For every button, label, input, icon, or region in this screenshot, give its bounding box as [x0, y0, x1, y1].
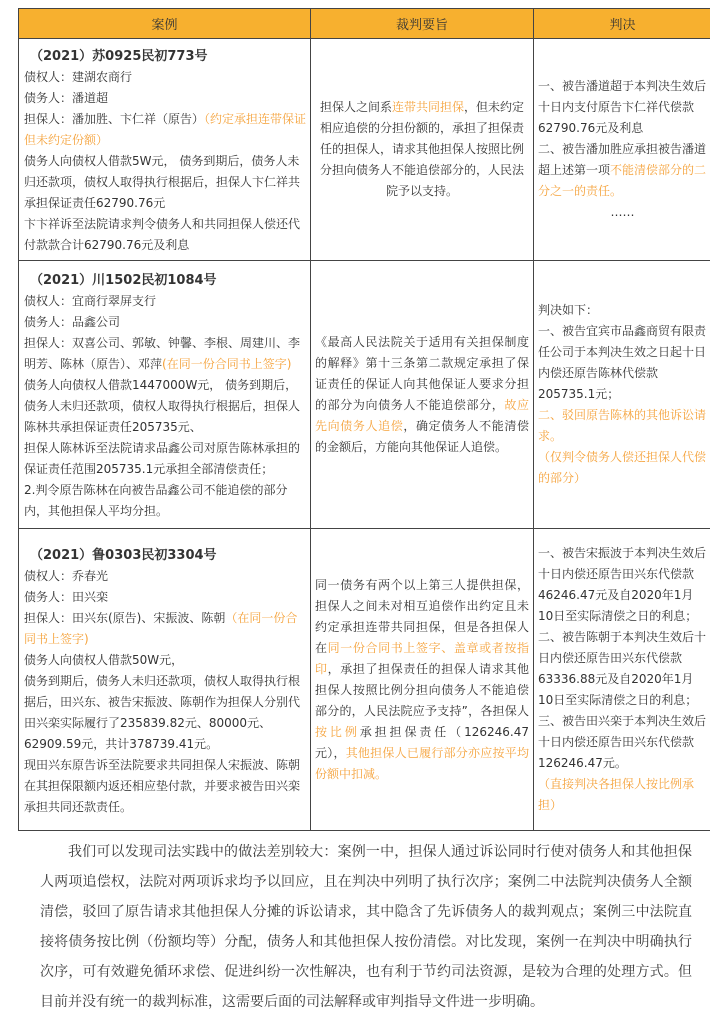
case-cell: [19, 261, 311, 529]
judgment-item: 二、被告潘加胜应承担被告潘道超上述第一项: [538, 142, 706, 177]
guarantors: [24, 109, 307, 151]
judgment-note: （仅判令债务人偿还担保人代偿的部分）: [538, 447, 707, 489]
creditor: 债权人：乔春光: [24, 566, 307, 587]
creditor: 债权人：建湖农商行: [24, 67, 307, 88]
debtor: 债务人：潘道超: [24, 88, 307, 109]
table-row: [19, 261, 710, 529]
judgment-cell: [534, 39, 710, 261]
debtor: 债务人：田兴栾: [24, 587, 307, 608]
header-judgment: 判决: [534, 9, 710, 39]
case-fact: 卞卞祥诉至法院请求判令债务人和共同担保人偿还代付款款合计62790.76元及利息: [24, 214, 307, 256]
ellipsis: ……: [538, 202, 707, 223]
case-fact: 债务人向债权人借款5W元， 债务到期后，债务人未归还款项，债权人取得执行根据后，担保人卞仁祥共承担保证责任62790.76元: [24, 151, 307, 214]
holding-text: ，但未约定相应追偿的分担份额的，承担了担保责任的担保人，请求其他担保人按照比例分担向债务人不能追偿部分的，人民法院予以支持。: [320, 100, 524, 198]
judgment-item: 判决如下：: [538, 300, 707, 321]
judgment-item: 一、被告宜宾市品鑫商贸有限责任公司于本判决生效之日起十日内偿还原告陈林代偿款205735.1元；: [538, 321, 707, 405]
case-fact: 现田兴东原告诉至法院要求共同担保人宋振波、陈朝在其担保限额内返还相应垫付款，并要求被告田兴栾承担共同还款责任。: [24, 755, 307, 818]
holding-cell: [311, 261, 534, 529]
conclusion-section: [0, 837, 710, 1017]
guarantor-note: (在同一份合同书上签字): [162, 357, 291, 371]
guarantor-list: 担保人：田兴东(原告)、宋振波、陈朝: [24, 611, 225, 625]
case-cell: [19, 39, 311, 261]
header-case: 案例: [19, 9, 311, 39]
guarantor-list: 担保人：潘加胜、卞仁祥（原告）: [24, 112, 204, 126]
guarantor-note: （在同一份合同书上签字): [24, 611, 297, 646]
case-fact: 债务人向债权人借款50W元，: [24, 650, 307, 671]
judgment-highlight: 二、驳回原告陈林的其他诉讼请求。: [538, 405, 707, 447]
holding-text: 承担担保责任（126246.47元），: [315, 725, 529, 760]
judgment-note: （直接判决各担保人按比例承担）: [538, 774, 707, 816]
judgment-cell: [534, 261, 710, 529]
conclusion-paragraph: 我们可以发现司法实践中的做法差别较大：案例一中，担保人通过诉讼同时行使对债务人和其他担保人两项追偿权，法院对两项诉求均予以回应，且在判决中列明了执行次序；案例二中法院判决债务人全额清偿，驳回了原告请求其他担保人分摊的诉讼请求，其中隐含了先诉债务人的裁判观点；案例三中法院直接将债务按比例（份额均等）分配，债务人和其他担保人按份清偿。对比发现，案例一在判决中明确执行次序，可有效避免循环求偿、促进纠纷一次性解决，也有利于节约司法资源，是较为合理的处理方式。但目前并没有统一的裁判标准，这需要后面的司法解释或审判指导文件进一步明确。: [40, 837, 692, 1017]
table-header-row: [19, 9, 710, 39]
guarantors: [24, 333, 307, 375]
judgment-cell: [534, 529, 710, 831]
holding-highlight: 按比例: [315, 725, 360, 739]
holding-text: 《最高人民法院关于适用有关担保制度的解释》第十三条第二款规定承担了保证责任的保证人向其他保证人要求分担的部分为向债务人不能追偿部分，: [315, 335, 529, 412]
table-row: [19, 529, 710, 831]
creditor: 债权人：宜商行翠屏支行: [24, 291, 307, 312]
guarantor-list: 担保人：双喜公司、郭敏、钟馨、李根、周建川、李明芳、陈林（原告）、邓萍: [24, 336, 300, 371]
guarantor-note: （约定承担连带保证但未约定份额）: [24, 112, 306, 147]
holding-cell: [311, 529, 534, 831]
holding-text: 担保人之间系: [320, 100, 392, 114]
holding-highlight: 同一份合同书上签字、盖章或者按指印: [315, 641, 529, 676]
holding-text: ，确定债务人不能清偿的金额后，方能向其他保证人追偿。: [315, 419, 529, 454]
case-fact: 债务到期后，债务人未归还款项，债权人取得执行根据后，田兴东、被告宋振波、陈朝作为担保人分别代田兴栾实际履行了235839.82元、80000元、62909.59元，共计378739.41元。: [24, 671, 307, 755]
case-cell: [19, 529, 311, 831]
holding-cell: [311, 39, 534, 261]
holding-text: 同一债务有两个以上第三人提供担保，担保人之间未对相互追偿作出约定且未约定承担连带共同担保，但是各担保人在: [315, 578, 529, 655]
judgment-item: 二、被告陈朝于本判决生效后十日内偿还原告田兴东代偿款63336.88元及自2020年1月10日至实际清偿之日的利息；: [538, 627, 707, 711]
holding-highlight: 连带共同担保: [392, 100, 464, 114]
judgment-item: 一、被告潘道超于本判决生效后十日内支付原告卞仁祥代偿款62790.76元及利息: [538, 76, 707, 139]
holding-highlight: 其他担保人已履行部分亦应按平均份额中扣减。: [315, 746, 529, 781]
table-row: [19, 39, 710, 261]
debtor: 债务人：品鑫公司: [24, 312, 307, 333]
case-fact: 债务人向债权人借款1447000W元， 债务到期后，债务人未归还款项，债权人取得执行根据后，担保人陈林共承担保证责任205735元、: [24, 375, 307, 438]
case-number: （2021）苏0925民初773号: [24, 46, 307, 67]
judgment-item: 三、被告田兴栾于本判决生效后十日内偿还原告田兴东代偿款126246.47元。: [538, 711, 707, 774]
judgment-item: 一、被告宋振波于本判决生效后十日内偿还原告田兴东代偿款46246.47元及自2020年1月10日至实际清偿之日的利息；: [538, 543, 707, 627]
header-holding: 裁判要旨: [311, 9, 534, 39]
case-number: （2021）鲁0303民初3304号: [24, 545, 307, 566]
case-comparison-table: [18, 8, 710, 831]
case-number: （2021）川1502民初1084号: [24, 270, 307, 291]
case-fact: 2.判令原告陈林在向被告品鑫公司不能追偿的部分内，其他担保人平均分担。: [24, 480, 307, 522]
holding-text: ，承担了担保责任的担保人请求其他担保人按照比例分担向债务人不能追偿部分的，人民法院应予支持”，各担保人: [315, 662, 529, 718]
judgment-highlight: 不能清偿部分的二分之一的责任。: [538, 163, 706, 198]
holding-highlight: 故应先向债务人追偿: [315, 398, 529, 433]
guarantors: [24, 608, 307, 650]
case-fact: 担保人陈林诉至法院请求品鑫公司对原告陈林承担的保证责任范围205735.1元承担全部清偿责任；: [24, 438, 307, 480]
